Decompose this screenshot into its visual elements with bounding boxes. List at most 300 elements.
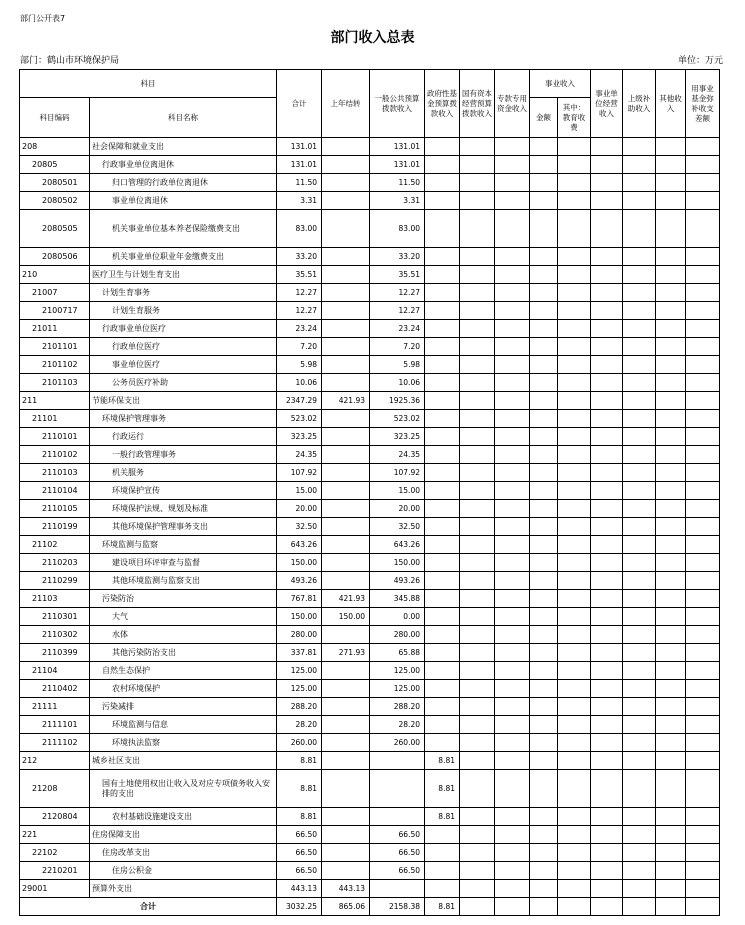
row-empty-cell bbox=[460, 320, 495, 338]
row-gov-fund bbox=[425, 572, 460, 590]
row-carryover bbox=[322, 770, 370, 808]
row-empty-cell bbox=[591, 554, 623, 572]
row-empty-cell bbox=[530, 320, 558, 338]
row-empty-cell bbox=[495, 608, 530, 626]
row-empty-cell bbox=[495, 302, 530, 320]
row-general-budget: 5.98 bbox=[370, 356, 425, 374]
row-empty-cell bbox=[558, 880, 591, 898]
row-general-budget: 493.26 bbox=[370, 572, 425, 590]
row-general-budget bbox=[370, 770, 425, 808]
row-carryover bbox=[322, 482, 370, 500]
row-gov-fund bbox=[425, 482, 460, 500]
row-empty-cell bbox=[656, 770, 686, 808]
row-empty-cell bbox=[495, 482, 530, 500]
table-row bbox=[20, 374, 720, 392]
row-carryover bbox=[322, 536, 370, 554]
row-empty-cell bbox=[530, 428, 558, 446]
row-total: 288.20 bbox=[277, 698, 322, 716]
table-row bbox=[20, 302, 720, 320]
row-empty-cell bbox=[460, 266, 495, 284]
total-row-general-budget: 2158.38 bbox=[370, 898, 425, 916]
row-empty-cell bbox=[591, 192, 623, 210]
row-empty-cell bbox=[656, 174, 686, 192]
row-empty-cell bbox=[686, 680, 720, 698]
row-name: 计划生育事务 bbox=[90, 284, 277, 302]
row-empty-cell bbox=[558, 698, 591, 716]
row-name: 污染防治 bbox=[90, 590, 277, 608]
row-code: 2110299 bbox=[20, 572, 90, 590]
row-empty-cell bbox=[591, 862, 623, 880]
row-total: 8.81 bbox=[277, 808, 322, 826]
row-empty-cell bbox=[591, 536, 623, 554]
row-total: 260.00 bbox=[277, 734, 322, 752]
row-empty-cell bbox=[460, 680, 495, 698]
row-empty-cell bbox=[686, 374, 720, 392]
row-total: 131.01 bbox=[277, 138, 322, 156]
row-empty-cell bbox=[591, 626, 623, 644]
row-empty-cell bbox=[656, 880, 686, 898]
row-empty-cell bbox=[686, 716, 720, 734]
row-gov-fund: 8.81 bbox=[425, 808, 460, 826]
row-empty-cell bbox=[495, 138, 530, 156]
row-empty-cell bbox=[623, 248, 656, 266]
row-empty-cell bbox=[623, 284, 656, 302]
row-empty-cell bbox=[460, 464, 495, 482]
row-name: 农村基础设施建设支出 bbox=[90, 808, 277, 826]
row-empty-cell bbox=[530, 464, 558, 482]
header-reserve-fund: 用事业基金弥补收支差额 bbox=[686, 70, 720, 138]
row-empty-cell bbox=[623, 356, 656, 374]
row-empty-cell bbox=[558, 572, 591, 590]
row-carryover bbox=[322, 572, 370, 590]
table-number-label: 部门公开表7 bbox=[20, 14, 66, 23]
row-name: 大气 bbox=[90, 608, 277, 626]
row-empty-cell bbox=[656, 536, 686, 554]
row-general-budget: 3.31 bbox=[370, 192, 425, 210]
row-general-budget: 23.24 bbox=[370, 320, 425, 338]
row-empty-cell bbox=[460, 410, 495, 428]
row-empty-cell bbox=[495, 590, 530, 608]
row-empty-cell bbox=[686, 356, 720, 374]
row-empty-cell bbox=[656, 662, 686, 680]
row-carryover bbox=[322, 446, 370, 464]
row-empty-cell bbox=[656, 808, 686, 826]
row-name: 机关服务 bbox=[90, 464, 277, 482]
row-empty-cell bbox=[591, 464, 623, 482]
header-gov-fund: 政府性基金预算拨款收入 bbox=[425, 70, 460, 138]
row-total: 7.20 bbox=[277, 338, 322, 356]
row-general-budget: 125.00 bbox=[370, 662, 425, 680]
row-empty-cell bbox=[656, 338, 686, 356]
row-gov-fund bbox=[425, 590, 460, 608]
row-empty-cell bbox=[623, 826, 656, 844]
row-empty-cell bbox=[686, 808, 720, 826]
row-general-budget: 66.50 bbox=[370, 826, 425, 844]
row-code: 2080502 bbox=[20, 192, 90, 210]
row-empty-cell bbox=[591, 338, 623, 356]
row-empty-cell bbox=[656, 248, 686, 266]
row-empty-cell bbox=[686, 138, 720, 156]
row-empty-cell bbox=[530, 138, 558, 156]
row-empty-cell bbox=[656, 464, 686, 482]
row-empty-cell bbox=[656, 826, 686, 844]
row-code: 208 bbox=[20, 138, 90, 156]
header-total: 合计 bbox=[277, 70, 322, 138]
row-empty-cell bbox=[656, 862, 686, 880]
row-empty-cell bbox=[686, 626, 720, 644]
row-name: 其他环境保护管理事务支出 bbox=[90, 518, 277, 536]
row-name: 机关事业单位基本养老保险缴费支出 bbox=[90, 210, 277, 248]
row-empty-cell bbox=[623, 698, 656, 716]
row-empty-cell bbox=[686, 410, 720, 428]
row-empty-cell bbox=[530, 572, 558, 590]
row-empty-cell bbox=[623, 174, 656, 192]
row-general-budget: 280.00 bbox=[370, 626, 425, 644]
row-empty-cell bbox=[495, 880, 530, 898]
row-name: 机关事业单位职业年金缴费支出 bbox=[90, 248, 277, 266]
row-total: 23.24 bbox=[277, 320, 322, 338]
row-name: 行政事业单位离退休 bbox=[90, 156, 277, 174]
row-gov-fund bbox=[425, 338, 460, 356]
table-row bbox=[20, 320, 720, 338]
row-general-budget: 66.50 bbox=[370, 862, 425, 880]
row-empty-cell bbox=[623, 536, 656, 554]
row-empty-cell bbox=[686, 156, 720, 174]
row-empty-cell bbox=[495, 266, 530, 284]
row-carryover bbox=[322, 138, 370, 156]
row-empty-cell bbox=[495, 518, 530, 536]
row-empty-cell bbox=[591, 844, 623, 862]
row-empty-cell bbox=[460, 644, 495, 662]
row-empty-cell bbox=[558, 464, 591, 482]
row-name: 水体 bbox=[90, 626, 277, 644]
row-name: 医疗卫生与计划生育支出 bbox=[90, 266, 277, 284]
row-empty-cell bbox=[460, 698, 495, 716]
row-empty-cell bbox=[495, 808, 530, 826]
row-name: 环境保护宣传 bbox=[90, 482, 277, 500]
row-empty-cell bbox=[558, 266, 591, 284]
table-row bbox=[20, 608, 720, 626]
row-code: 2101102 bbox=[20, 356, 90, 374]
row-carryover bbox=[322, 808, 370, 826]
row-name: 环境执法监察 bbox=[90, 734, 277, 752]
row-empty-cell bbox=[591, 410, 623, 428]
income-summary-table bbox=[19, 69, 720, 916]
row-empty-cell bbox=[591, 808, 623, 826]
row-empty-cell bbox=[623, 500, 656, 518]
table-row bbox=[20, 518, 720, 536]
row-empty-cell bbox=[460, 392, 495, 410]
row-general-budget: 24.35 bbox=[370, 446, 425, 464]
row-code: 21101 bbox=[20, 410, 90, 428]
row-empty-cell bbox=[591, 156, 623, 174]
table-row bbox=[20, 698, 720, 716]
row-gov-fund bbox=[425, 554, 460, 572]
row-code: 2110301 bbox=[20, 608, 90, 626]
header-superior-subsidy: 上级补助收入 bbox=[623, 70, 656, 138]
row-empty-cell bbox=[623, 752, 656, 770]
row-empty-cell bbox=[686, 284, 720, 302]
row-empty-cell bbox=[558, 284, 591, 302]
row-empty-cell bbox=[495, 156, 530, 174]
row-empty-cell bbox=[530, 338, 558, 356]
row-empty-cell bbox=[530, 734, 558, 752]
table-row bbox=[20, 680, 720, 698]
row-name: 公务员医疗补助 bbox=[90, 374, 277, 392]
row-total: 643.26 bbox=[277, 536, 322, 554]
row-gov-fund bbox=[425, 464, 460, 482]
row-empty-cell bbox=[495, 356, 530, 374]
row-empty-cell bbox=[460, 482, 495, 500]
row-name: 住房改革支出 bbox=[90, 844, 277, 862]
row-total: 28.20 bbox=[277, 716, 322, 734]
row-empty-cell bbox=[656, 156, 686, 174]
row-empty-cell bbox=[558, 302, 591, 320]
row-total: 323.25 bbox=[277, 428, 322, 446]
row-total: 2347.29 bbox=[277, 392, 322, 410]
row-general-budget: 33.20 bbox=[370, 248, 425, 266]
row-empty-cell bbox=[530, 156, 558, 174]
row-total: 493.26 bbox=[277, 572, 322, 590]
row-empty-cell bbox=[656, 608, 686, 626]
row-empty-cell bbox=[495, 826, 530, 844]
total-row-carryover: 865.06 bbox=[322, 898, 370, 916]
row-empty-cell bbox=[558, 482, 591, 500]
table-row bbox=[20, 536, 720, 554]
row-empty-cell bbox=[623, 156, 656, 174]
row-empty-cell bbox=[495, 844, 530, 862]
row-empty-cell bbox=[558, 826, 591, 844]
row-code: 2111101 bbox=[20, 716, 90, 734]
row-gov-fund bbox=[425, 880, 460, 898]
row-empty-cell bbox=[558, 734, 591, 752]
row-general-budget: 260.00 bbox=[370, 734, 425, 752]
row-empty-cell bbox=[460, 156, 495, 174]
row-empty-cell bbox=[460, 500, 495, 518]
row-total: 66.50 bbox=[277, 862, 322, 880]
row-gov-fund bbox=[425, 518, 460, 536]
table-row bbox=[20, 428, 720, 446]
row-empty-cell bbox=[656, 428, 686, 446]
row-gov-fund bbox=[425, 138, 460, 156]
row-empty-cell bbox=[591, 302, 623, 320]
row-general-budget: 1925.36 bbox=[370, 392, 425, 410]
row-empty-cell bbox=[530, 862, 558, 880]
row-carryover bbox=[322, 734, 370, 752]
row-empty-cell bbox=[460, 174, 495, 192]
row-empty-cell bbox=[656, 898, 686, 916]
row-empty-cell bbox=[530, 266, 558, 284]
row-name: 环境保护管理事务 bbox=[90, 410, 277, 428]
row-empty-cell bbox=[558, 156, 591, 174]
row-empty-cell bbox=[623, 482, 656, 500]
table-row bbox=[20, 572, 720, 590]
row-empty-cell bbox=[558, 446, 591, 464]
header-other: 其他收入 bbox=[656, 70, 686, 138]
row-code: 2100717 bbox=[20, 302, 90, 320]
row-empty-cell bbox=[558, 248, 591, 266]
row-empty-cell bbox=[460, 826, 495, 844]
row-empty-cell bbox=[530, 880, 558, 898]
row-empty-cell bbox=[460, 608, 495, 626]
row-empty-cell bbox=[495, 210, 530, 248]
row-carryover bbox=[322, 428, 370, 446]
row-code: 211 bbox=[20, 392, 90, 410]
row-empty-cell bbox=[686, 698, 720, 716]
row-total: 24.35 bbox=[277, 446, 322, 464]
row-gov-fund bbox=[425, 192, 460, 210]
row-empty-cell bbox=[460, 808, 495, 826]
row-empty-cell bbox=[686, 248, 720, 266]
row-empty-cell bbox=[495, 626, 530, 644]
table-row bbox=[20, 880, 720, 898]
row-gov-fund bbox=[425, 862, 460, 880]
row-empty-cell bbox=[530, 554, 558, 572]
row-empty-cell bbox=[558, 590, 591, 608]
row-empty-cell bbox=[495, 174, 530, 192]
row-gov-fund bbox=[425, 320, 460, 338]
row-carryover: 421.93 bbox=[322, 590, 370, 608]
row-gov-fund bbox=[425, 248, 460, 266]
row-empty-cell bbox=[623, 210, 656, 248]
row-empty-cell bbox=[591, 392, 623, 410]
table-row bbox=[20, 392, 720, 410]
row-empty-cell bbox=[686, 770, 720, 808]
row-empty-cell bbox=[558, 518, 591, 536]
header-business-income: 事业收入 bbox=[530, 70, 591, 98]
row-empty-cell bbox=[623, 138, 656, 156]
row-empty-cell bbox=[460, 428, 495, 446]
row-carryover bbox=[322, 284, 370, 302]
row-code: 2110399 bbox=[20, 644, 90, 662]
row-name: 预算外支出 bbox=[90, 880, 277, 898]
row-empty-cell bbox=[591, 590, 623, 608]
row-name: 行政事业单位医疗 bbox=[90, 320, 277, 338]
row-empty-cell bbox=[530, 174, 558, 192]
row-empty-cell bbox=[623, 192, 656, 210]
row-empty-cell bbox=[656, 716, 686, 734]
row-code: 2110302 bbox=[20, 626, 90, 644]
row-empty-cell bbox=[656, 320, 686, 338]
row-total: 66.50 bbox=[277, 826, 322, 844]
row-name: 农村环境保护 bbox=[90, 680, 277, 698]
row-gov-fund bbox=[425, 392, 460, 410]
row-name: 环境监测与监察 bbox=[90, 536, 277, 554]
row-carryover: 443.13 bbox=[322, 880, 370, 898]
row-code: 2080506 bbox=[20, 248, 90, 266]
row-general-budget: 150.00 bbox=[370, 554, 425, 572]
table-row bbox=[20, 266, 720, 284]
row-general-budget: 35.51 bbox=[370, 266, 425, 284]
table-row bbox=[20, 156, 720, 174]
row-empty-cell bbox=[460, 862, 495, 880]
row-empty-cell bbox=[656, 410, 686, 428]
row-name: 其他环境监测与监察支出 bbox=[90, 572, 277, 590]
row-empty-cell bbox=[460, 662, 495, 680]
row-empty-cell bbox=[591, 698, 623, 716]
header-special-fiscal: 专款专用资金收入 bbox=[495, 70, 530, 138]
row-empty-cell bbox=[623, 590, 656, 608]
row-empty-cell bbox=[686, 302, 720, 320]
row-empty-cell bbox=[558, 338, 591, 356]
row-code: 20805 bbox=[20, 156, 90, 174]
row-empty-cell bbox=[591, 518, 623, 536]
row-empty-cell bbox=[495, 680, 530, 698]
row-empty-cell bbox=[686, 644, 720, 662]
row-name: 计划生育服务 bbox=[90, 302, 277, 320]
row-empty-cell bbox=[686, 898, 720, 916]
row-gov-fund bbox=[425, 266, 460, 284]
row-empty-cell bbox=[591, 174, 623, 192]
row-empty-cell bbox=[530, 210, 558, 248]
row-empty-cell bbox=[495, 770, 530, 808]
unit-label: 单位：万元 bbox=[677, 56, 723, 66]
row-carryover bbox=[322, 302, 370, 320]
row-empty-cell bbox=[460, 590, 495, 608]
row-empty-cell bbox=[530, 518, 558, 536]
row-empty-cell bbox=[460, 210, 495, 248]
row-empty-cell bbox=[530, 716, 558, 734]
row-code: 2111102 bbox=[20, 734, 90, 752]
row-empty-cell bbox=[656, 138, 686, 156]
row-general-budget: 12.27 bbox=[370, 302, 425, 320]
row-name: 住房保障支出 bbox=[90, 826, 277, 844]
row-gov-fund bbox=[425, 734, 460, 752]
row-empty-cell bbox=[558, 374, 591, 392]
row-code: 21007 bbox=[20, 284, 90, 302]
row-empty-cell bbox=[591, 680, 623, 698]
row-general-budget: 65.88 bbox=[370, 644, 425, 662]
row-total: 150.00 bbox=[277, 554, 322, 572]
row-empty-cell bbox=[591, 284, 623, 302]
row-total: 20.00 bbox=[277, 500, 322, 518]
row-empty-cell bbox=[686, 734, 720, 752]
row-empty-cell bbox=[460, 844, 495, 862]
row-empty-cell bbox=[591, 138, 623, 156]
row-total: 337.81 bbox=[277, 644, 322, 662]
row-empty-cell bbox=[530, 662, 558, 680]
row-empty-cell bbox=[686, 482, 720, 500]
row-general-budget: 20.00 bbox=[370, 500, 425, 518]
row-empty-cell bbox=[495, 734, 530, 752]
row-code: 2080505 bbox=[20, 210, 90, 248]
row-name: 国有土地使用权出让收入及对应专项债务收入安排的支出 bbox=[90, 770, 277, 808]
row-empty-cell bbox=[591, 320, 623, 338]
row-empty-cell bbox=[623, 644, 656, 662]
row-empty-cell bbox=[656, 374, 686, 392]
row-name: 节能环保支出 bbox=[90, 392, 277, 410]
row-empty-cell bbox=[558, 752, 591, 770]
row-empty-cell bbox=[558, 192, 591, 210]
row-empty-cell bbox=[656, 356, 686, 374]
row-name: 事业单位医疗 bbox=[90, 356, 277, 374]
row-empty-cell bbox=[558, 138, 591, 156]
row-empty-cell bbox=[495, 248, 530, 266]
row-empty-cell bbox=[623, 554, 656, 572]
row-empty-cell bbox=[460, 284, 495, 302]
row-total: 767.81 bbox=[277, 590, 322, 608]
row-empty-cell bbox=[591, 374, 623, 392]
row-gov-fund bbox=[425, 844, 460, 862]
row-gov-fund: 8.81 bbox=[425, 752, 460, 770]
row-empty-cell bbox=[530, 590, 558, 608]
row-empty-cell bbox=[623, 608, 656, 626]
row-general-budget bbox=[370, 880, 425, 898]
row-empty-cell bbox=[460, 446, 495, 464]
row-carryover bbox=[322, 752, 370, 770]
table-row bbox=[20, 210, 720, 248]
row-empty-cell bbox=[460, 554, 495, 572]
